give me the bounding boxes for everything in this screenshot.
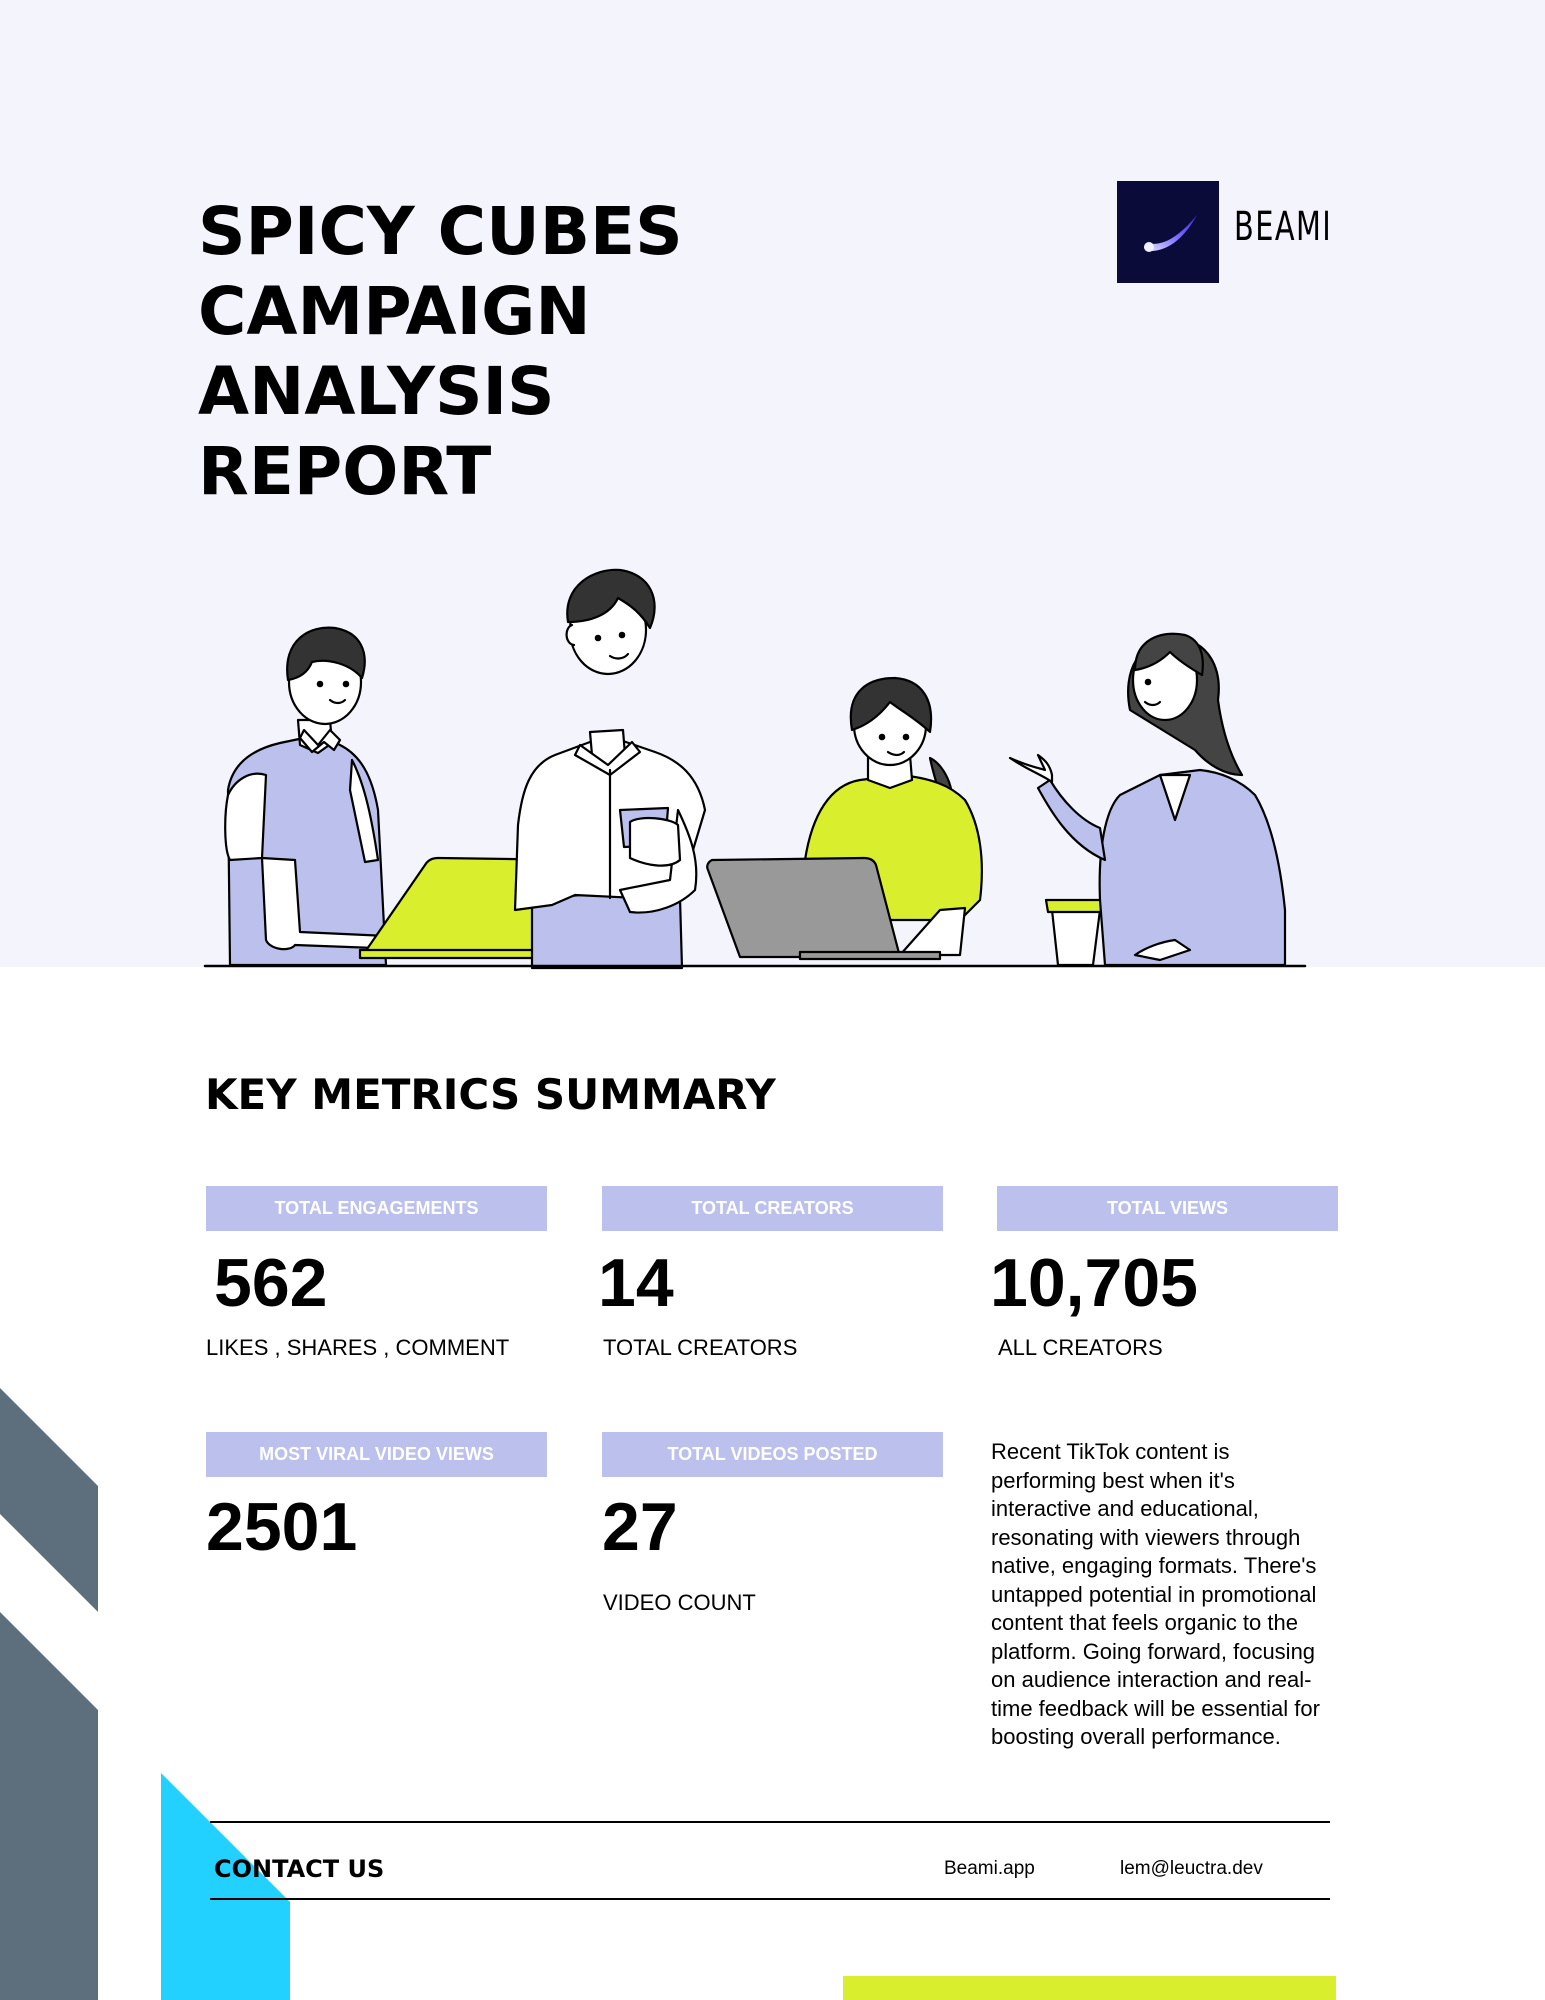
metric-label-total-engagements: TOTAL ENGAGEMENTS — [206, 1186, 547, 1231]
metric-sub-total-views: ALL CREATORS — [998, 1335, 1163, 1360]
metric-label-total-creators: TOTAL CREATORS — [602, 1186, 943, 1231]
email-link[interactable]: lem@leuctra.dev — [1120, 1858, 1263, 1879]
report-title — [198, 192, 683, 512]
metric-value-total-creators: 14 — [598, 1245, 674, 1321]
team-illustration — [200, 560, 1310, 970]
website-link[interactable]: Beami.app — [944, 1858, 1035, 1879]
divider-bottom — [210, 1898, 1330, 1900]
metric-sub-total-creators: TOTAL CREATORS — [603, 1335, 798, 1360]
metric-label-total-views: TOTAL VIEWS — [997, 1186, 1338, 1231]
title-line: CAMPAIGN — [198, 273, 591, 350]
metric-value-total-videos-posted: 27 — [602, 1489, 678, 1565]
logo-wordmark: BEAMI — [1234, 204, 1333, 250]
section-title: KEY METRICS SUMMARY — [205, 1070, 776, 1119]
metric-value-total-engagements: 562 — [214, 1245, 328, 1321]
decorative-lime-bar — [843, 1976, 1336, 2000]
divider-top — [210, 1821, 1330, 1823]
title-line: ANALYSIS — [198, 353, 555, 430]
title-line: REPORT — [198, 433, 492, 510]
metric-label-total-videos-posted: TOTAL VIDEOS POSTED — [602, 1432, 943, 1477]
decorative-shapes — [0, 1380, 300, 2000]
metric-sub-total-videos-posted: VIDEO COUNT — [603, 1590, 756, 1615]
metric-value-most-viral-video-views: 2501 — [206, 1489, 358, 1565]
insight-paragraph: Recent TikTok content is performing best when it's interactive and educational, resonating with viewers through native, engaging formats. There's untapped potential in promotional content that feels organic to the platform. Going forward, focusing on audience interaction and real-time feedback will be essential for boosting overall performance. — [991, 1439, 1320, 1749]
contact-title: CONTACT US — [214, 1855, 385, 1883]
title-line: SPICY CUBES — [198, 193, 683, 270]
metric-sub-total-engagements: LIKES , SHARES , COMMENT — [206, 1335, 510, 1360]
metric-label-most-viral-video-views: MOST VIRAL VIDEO VIEWS — [206, 1432, 547, 1477]
beami-logo-icon — [1117, 181, 1219, 283]
metric-value-total-views: 10,705 — [990, 1245, 1198, 1321]
